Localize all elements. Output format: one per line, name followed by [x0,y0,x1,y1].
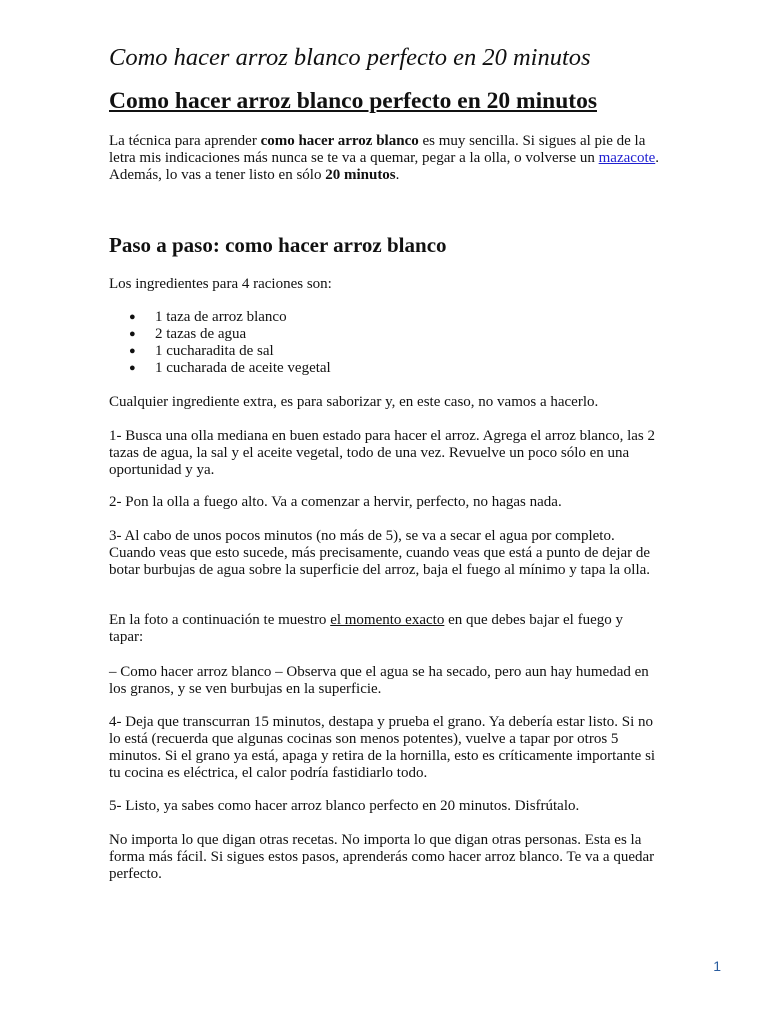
intro-bold-2: 20 minutos [325,167,396,183]
photo-note [109,612,659,646]
bullet-icon: ● [129,362,136,374]
intro-text-1: La técnica para aprender [109,133,261,149]
intro-text-2: es muy sencilla. Si sigues al pie de la letra mis indicaciones más nunca se te va a quemar, pegar a la olla, o volverse un [109,133,646,166]
page-number: 1 [713,958,721,974]
mazacote-link[interactable]: mazacote [598,150,656,166]
list-item [109,360,331,377]
bullet-icon: ● [129,345,136,357]
intro-text-3: . Además, lo vas a tener listo en sólo [109,150,660,183]
section-heading: Paso a paso: como hacer arroz blanco [109,233,447,257]
photo-caption: – Como hacer arroz blanco – Observa que el agua se ha secado, pero aun hay humedad en los granos, y se ven burbujas en la superficie. [109,664,649,697]
list-item [109,326,331,343]
photo-note-text-2: en que debes bajar el fuego y tapar: [109,612,624,645]
step-2: 2- Pon la olla a fuego alto. Va a comenzar a hervir, perfecto, no hagas nada. [109,494,562,510]
step-1: 1- Busca una olla mediana en buen estado para hacer el arroz. Agrega el arroz blanco, las 2 tazas de agua, la sal y el aceite vegetal, todo de una vez. Revuelve un poco sólo en una oportunidad y ya. [109,428,655,478]
intro-text-4: . [395,167,400,183]
extra-note: Cualquier ingrediente extra, es para saborizar y, en este caso, no vamos a hacerlo. [109,394,599,410]
photo-note-underlined: el momento exacto [330,612,445,628]
ingredient-text: 1 cucharadita de sal [155,343,274,359]
bullet-icon: ● [129,311,136,323]
ingredients-list [109,309,331,377]
step-4: 4- Deja que transcurran 15 minutos, destapa y prueba el grano. Ya debería estar listo. Si no lo está (recuerda que algunas cocinas son menos potentes), vuelve a tapar por otros 5 minutos. Si el grano ya está, apaga y retira de la hornilla, esto es críticamente importante si tu cocina es eléctrica, el calor podría fastidiarlo todo. [109,714,656,781]
list-item [109,309,331,326]
document-title-italic: Como hacer arroz blanco perfecto en 20 minutos [109,44,591,71]
list-item [109,343,331,360]
ingredient-text: 1 cucharada de aceite vegetal [155,360,331,376]
step-5: 5- Listo, ya sabes como hacer arroz blanco perfecto en 20 minutos. Disfrútalo. [109,798,580,814]
ingredient-text: 2 tazas de agua [155,326,247,342]
step-3: 3- Al cabo de unos pocos minutos (no más de 5), se va a secar el agua por completo. Cuando veas que esto sucede, más precisamente, cuando veas que está a punto de dejar de botar burbujas de agua sobre la superficie del arroz, baja el fuego al mínimo y tapa la olla. [109,528,651,578]
document-title-heading: Como hacer arroz blanco perfecto en 20 minutos [109,88,597,114]
photo-note-text-1: En la foto a continuación te muestro [109,612,331,628]
bullet-icon: ● [129,328,136,340]
ingredient-text: 1 taza de arroz blanco [155,309,287,325]
intro-bold-1: como hacer arroz blanco [260,133,419,149]
closing-paragraph: No importa lo que digan otras recetas. No importa lo que digan otras personas. Esta es la forma más fácil. Si sigues estos pasos, aprenderás como hacer arroz blanco. Te va a quedar perfecto. [109,832,655,882]
intro-paragraph [109,133,659,184]
ingredients-intro: Los ingredientes para 4 raciones son: [109,276,332,292]
